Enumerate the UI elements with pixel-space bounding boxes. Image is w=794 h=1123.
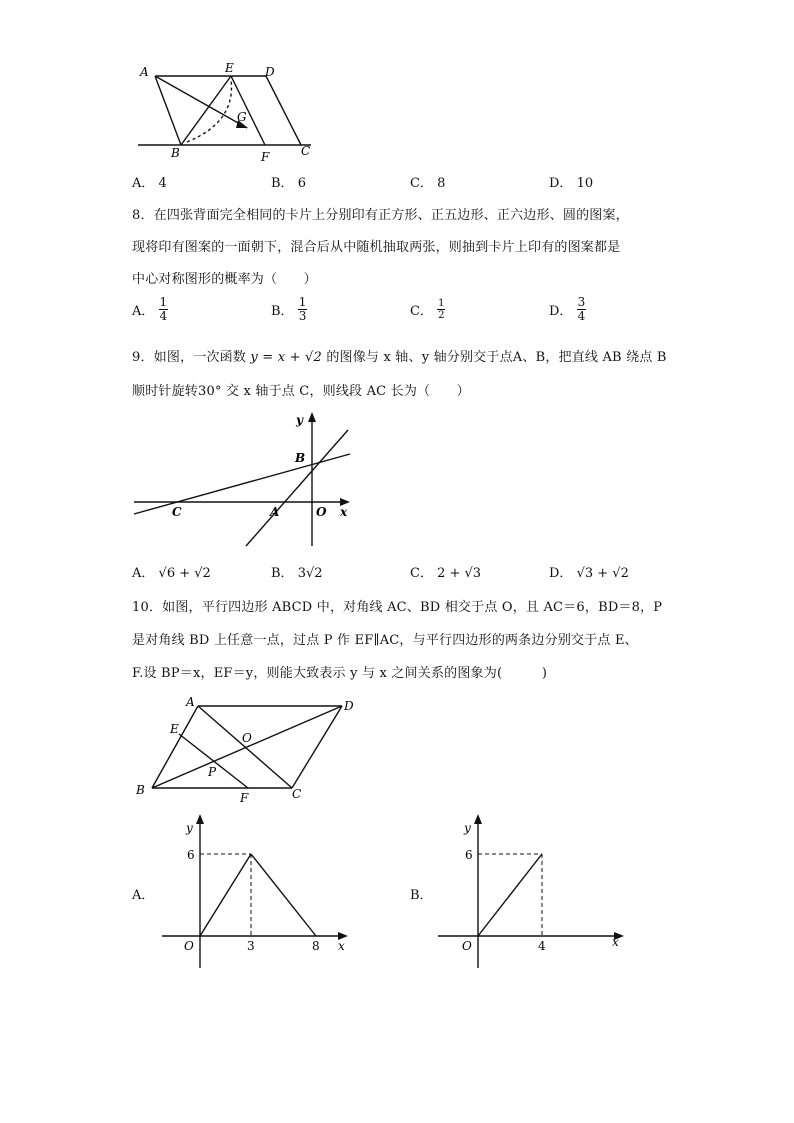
q9-label-c: C bbox=[172, 505, 182, 519]
q10-option-a-letter: A． bbox=[132, 888, 155, 903]
q8-question-line-3: 中心对称图形的概率为（ ） bbox=[132, 272, 317, 287]
q9-label-b: B bbox=[295, 451, 306, 465]
q10-b-tick-x-4: 4 bbox=[538, 939, 546, 953]
q8-option-a: A． $\frac{1}{4}$ bbox=[132, 295, 168, 323]
q10-label-o: O bbox=[242, 731, 252, 745]
q10-parallelogram-figure bbox=[132, 694, 364, 806]
q8-option-b: B． $\frac{1}{3}$ bbox=[271, 295, 307, 323]
q8-question-line-2: 现将印有图案的一面朝下，混合后从中随机抽取两张，则抽到卡片上印有的图案都是 bbox=[132, 240, 621, 255]
q10-a-tick-y: 6 bbox=[187, 848, 195, 862]
q7-option-b: B． 6 bbox=[271, 176, 306, 191]
q10-b-label-x: x bbox=[612, 935, 619, 949]
q10-a-label-y: y bbox=[186, 821, 193, 835]
q8-option-c: C． $\frac{1}{2}$ bbox=[410, 298, 445, 321]
q7-option-c: C． 8 bbox=[410, 176, 446, 191]
q10-option-b-letter: B． bbox=[410, 888, 433, 903]
q10-label-f: F bbox=[240, 791, 249, 805]
q10-question-line-3: F.设 BP＝x，EF＝y，则能大致表示 y 与 x 之间关系的图象为( ) bbox=[132, 666, 548, 681]
q10-label-c: C bbox=[292, 787, 302, 801]
q8-question-line-1: 8．在四张背面完全相同的卡片上分别印有正方形、正五边形、正六边形、圆的图案， bbox=[132, 208, 629, 223]
q10-option-a-graph bbox=[156, 812, 356, 972]
q7-label-c: C bbox=[301, 144, 311, 158]
q10-a-label-x: x bbox=[338, 939, 345, 953]
q10-b-label-y: y bbox=[464, 821, 471, 835]
q10-label-b: B bbox=[136, 783, 145, 797]
q10-b-tick-y: 6 bbox=[465, 848, 473, 862]
q9-label-x: x bbox=[340, 505, 348, 519]
q9-question-line-2: 顺时针旋转30° 交 x 轴于点 C，则线段 AC 长为（ ） bbox=[132, 384, 470, 399]
q9-option-c: C． 2 + √3 bbox=[410, 566, 482, 581]
q7-label-g: G bbox=[237, 110, 247, 124]
q7-option-d: D． 10 bbox=[549, 176, 594, 191]
q9-option-a: A． √6 + √2 bbox=[132, 566, 211, 581]
q7-label-f: F bbox=[261, 150, 270, 164]
q8-option-d: D． $\frac{3}{4}$ bbox=[549, 295, 586, 323]
q7-label-d: D bbox=[265, 65, 275, 79]
q9-option-d: D． √3 + √2 bbox=[549, 566, 629, 581]
q9-question-line-1: 9．如图，一次函数 y = x + √2 的图像与 x 轴、y 轴分别交于点A、B，把直线 AB 绕点 B bbox=[132, 350, 667, 365]
q10-a-tick-x-8: 8 bbox=[312, 939, 320, 953]
q10-label-p: P bbox=[208, 765, 217, 779]
q10-option-b-graph bbox=[432, 812, 632, 972]
q10-label-e: E bbox=[170, 722, 179, 736]
q7-parallelogram-figure bbox=[138, 62, 318, 164]
q10-question-line-1: 10．如图，平行四边形 ABCD 中，对角线 AC、BD 相交于点 O，且 AC＝6，BD＝8，P bbox=[132, 600, 663, 615]
q10-question-line-2: 是对角线 BD 上任意一点，过点 P 作 EF∥AC，与平行四边形的两条边分别交于点 E、 bbox=[132, 633, 638, 648]
q7-label-a: A bbox=[140, 65, 149, 79]
q7-label-b: B bbox=[171, 146, 180, 160]
q9-label-y: y bbox=[296, 413, 303, 427]
q9-option-b: B． 3√2 bbox=[271, 566, 323, 581]
q10-a-label-origin: O bbox=[184, 939, 194, 953]
q9-coordinate-figure bbox=[128, 410, 358, 552]
q7-option-a: A． 4 bbox=[132, 176, 167, 191]
q10-label-d: D bbox=[344, 699, 354, 713]
q7-label-e: E bbox=[225, 62, 234, 75]
q9-label-o: O bbox=[316, 505, 327, 519]
q10-label-a: A bbox=[186, 695, 195, 709]
q10-b-label-origin: O bbox=[462, 939, 472, 953]
q9-label-a: A bbox=[270, 505, 280, 519]
q9-formula: y = x + √2 bbox=[250, 350, 322, 365]
q10-a-tick-x-3: 3 bbox=[247, 939, 255, 953]
